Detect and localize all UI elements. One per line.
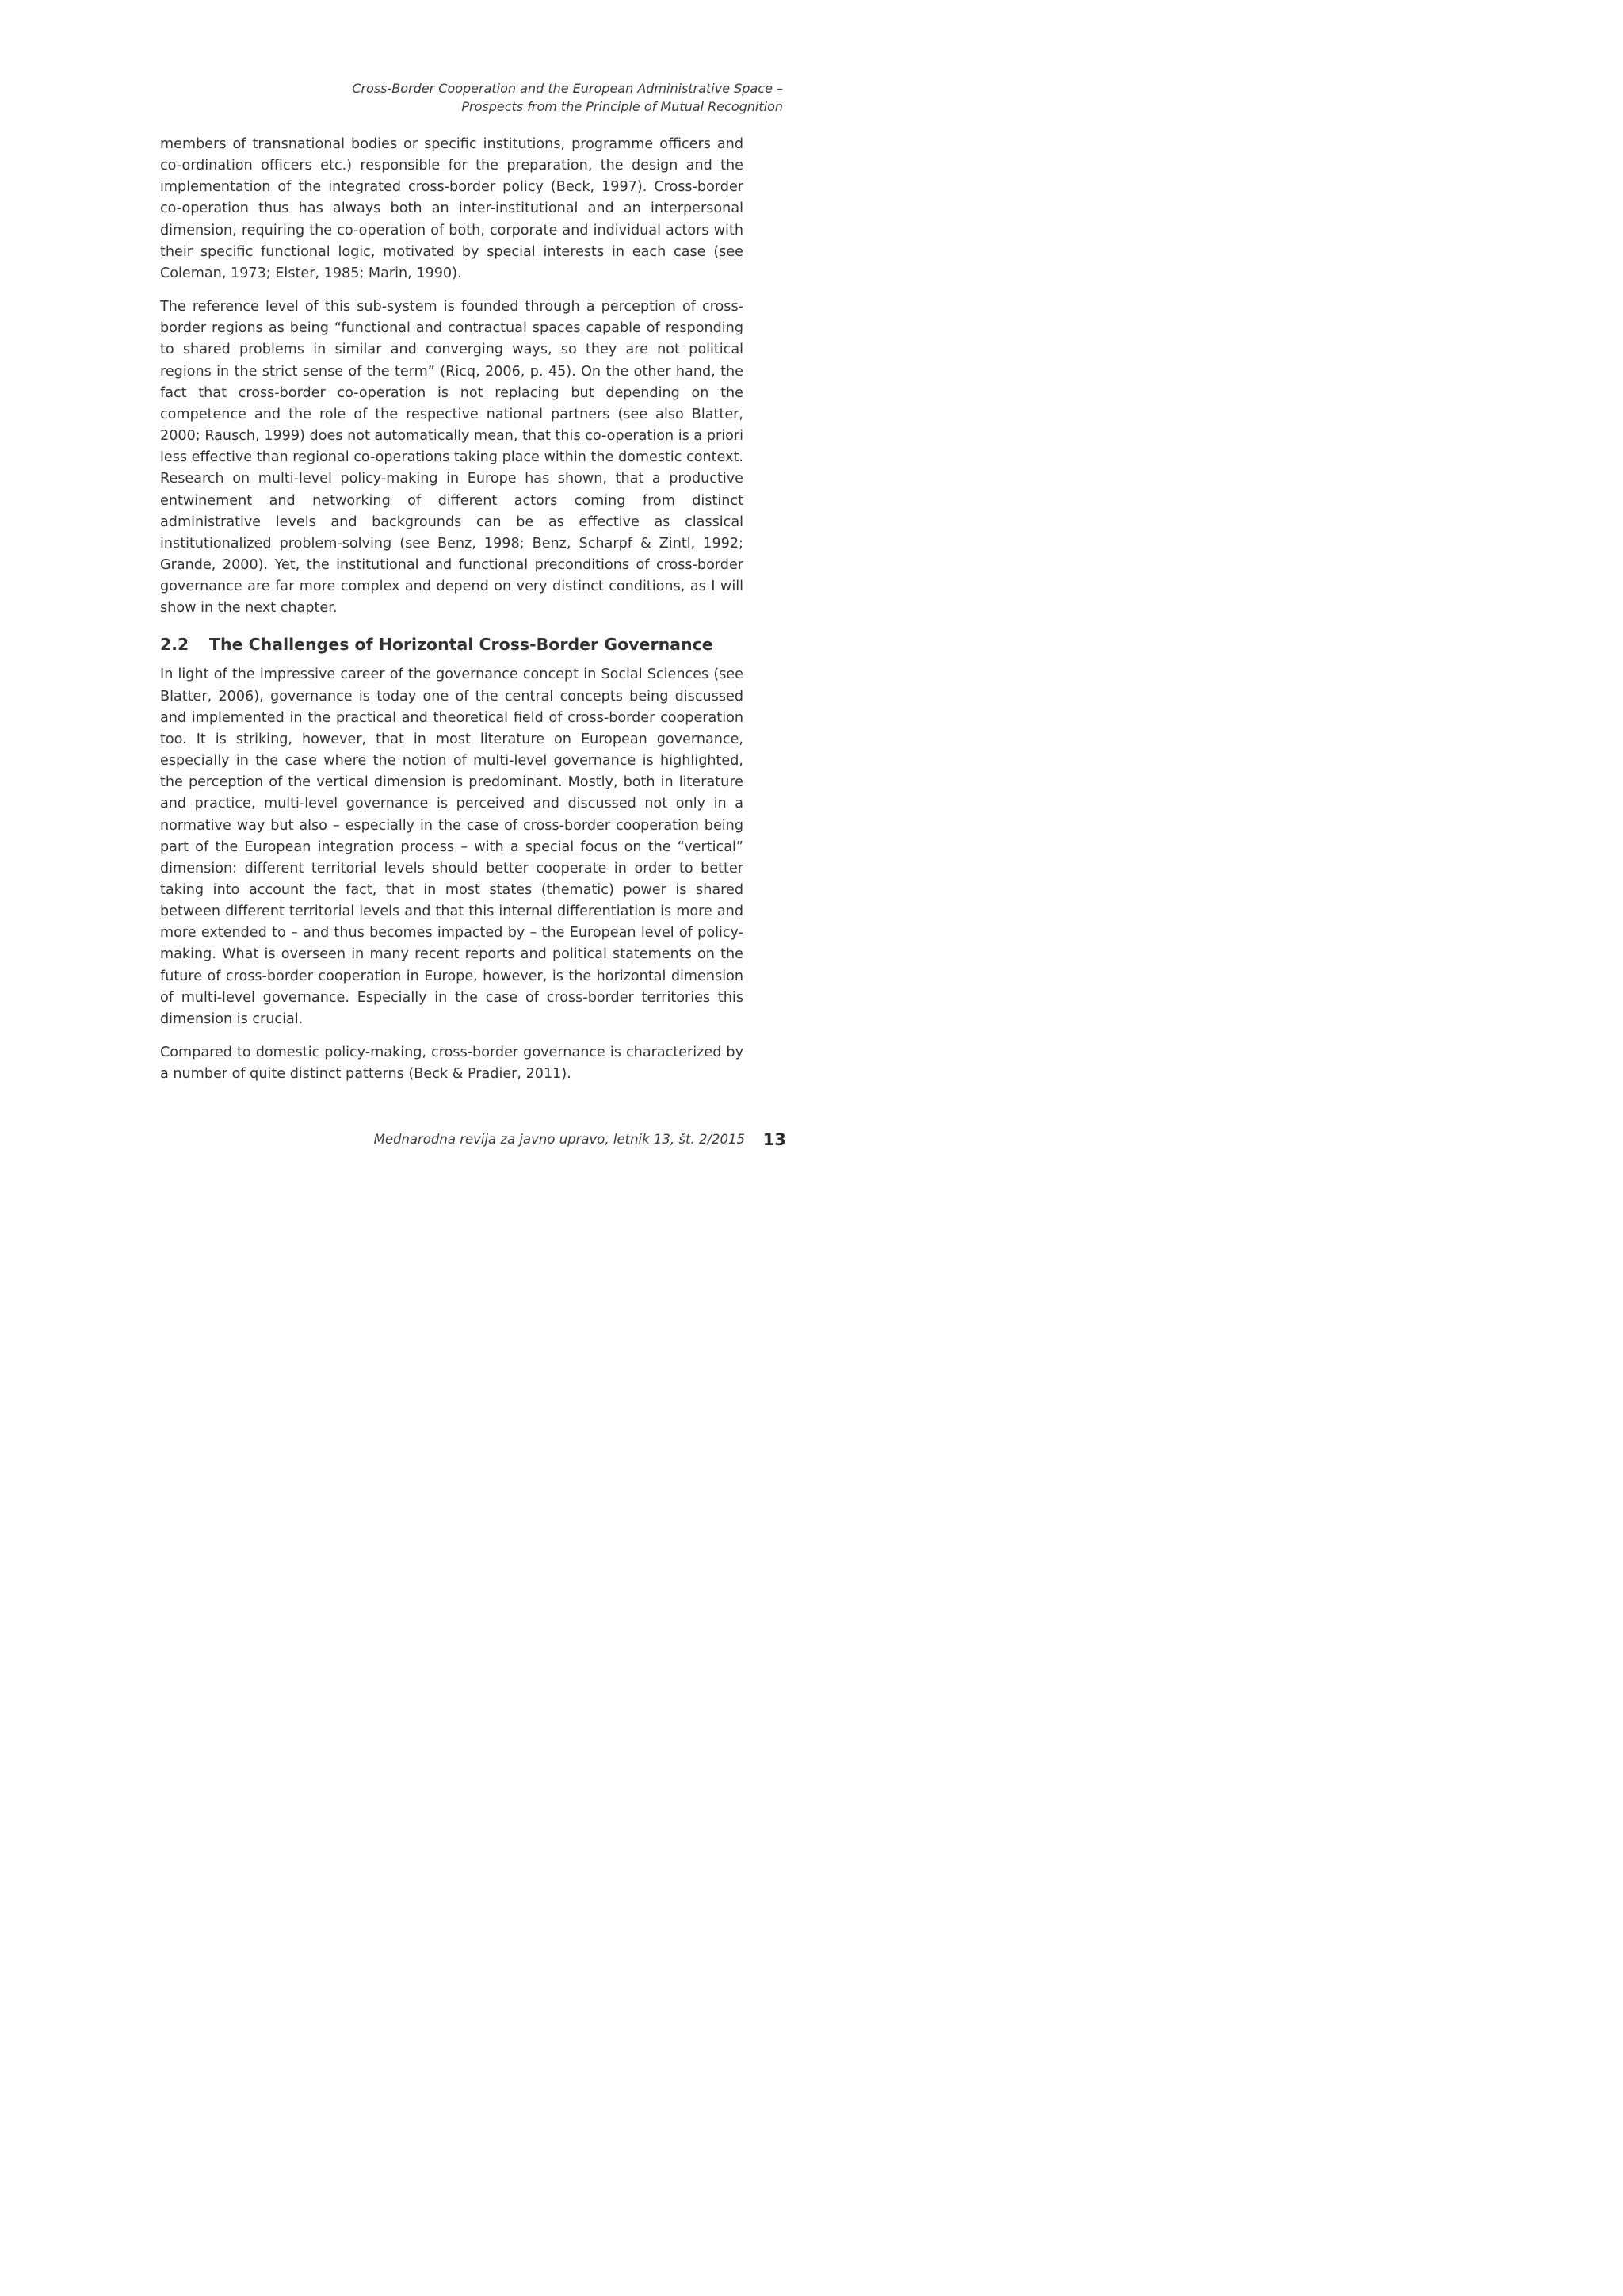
body-paragraph-2: The reference level of this sub-system is founded through a perception of cross-border regions as being “functional and contractual spaces capable of responding to shared problems in similar and converging ways, so they are not political regions in the strict sense of the term” (Ricq, 2006, p. 45). On the other hand, the fact that cross-border co-operation is not replacing but depending on the competence and the role of the respective national partners (see also Blatter, 2000; Rausch, 1999) does not automatically mean, that this co-operation is a priori less effective than regional co-operations taking place within the domestic context. Research on multi-level policy-making in Europe has shown, that a productive entwinement and networking of different actors coming from distinct administrative levels and backgrounds can be as effective as classical institutionalized problem-solving (see Benz, 1998; Benz, Scharpf & Zintl, 1992; Grande, 2000). Yet, the institutional and functional preconditions of cross-border governance are far more complex and depend on very distinct conditions, as I will show in the next chapter. [160, 299, 743, 617]
running-header [352, 79, 783, 116]
section-paragraph-1: In light of the impressive career of the governance concept in Social Sciences (see Blatter, 2006), governance is today one of the central concepts being discussed and implemented in the practical and theoretical field of cross-border cooperation too. It is striking, however, that in most literature on European governance, especially in the case where the notion of multi-level governance is highlighted, the perception of the vertical dimension is predominant. Mostly, both in literature and practice, multi-level governance is perceived and discussed not only in a normative way but also – especially in the case of cross-border cooperation being part of the European integration process – with a special focus on the “vertical” dimension: different territorial levels should better cooperate in order to better taking into account the fact, that in most states (thematic) power is shared between different territorial levels and that this internal differentiation is more and more extended to – and thus becomes impacted by – the European level of policy-making. What is overseen in many recent reports and political statements on the future of cross-border cooperation in Europe, however, is the horizontal dimension of multi-level governance. Especially in the case of cross-border territories this dimension is crucial. [160, 667, 743, 1027]
page-footer [160, 1129, 786, 1151]
journal-reference: Mednarodna revija za javno upravo, letnik 13, št. 2/2015 [373, 1132, 745, 1147]
article-body [160, 134, 743, 1085]
page-number: 13 [762, 1130, 786, 1149]
body-paragraph-1: members of transnational bodies or specific institutions, programme officers and co-ordination officers etc.) responsible for the preparation, the design and the implementation of the integrated cross-border policy (Beck, 1997). Cross-border co-operation thus has always both an inter-institutional and an interpersonal dimension, requiring the co-operation of both, corporate and individual actors with their specific functional logic, motivated by special interests in each case (see Coleman, 1973; Elster, 1985; Marin, 1990). [160, 136, 743, 281]
running-header-line-2: Prospects from the Principle of Mutual Recognition [461, 99, 783, 114]
section-number: 2.2 [160, 635, 189, 655]
section-title: The Challenges of Horizontal Cross-Border Governance [209, 635, 713, 655]
running-header-line-1: Cross-Border Cooperation and the European Administrative Space – [352, 81, 783, 96]
section-paragraph-2: Compared to domestic policy-making, cross-border governance is characterized by a number of quite distinct patterns (Beck & Pradier, 2011). [160, 1045, 743, 1083]
section-heading [160, 632, 743, 656]
